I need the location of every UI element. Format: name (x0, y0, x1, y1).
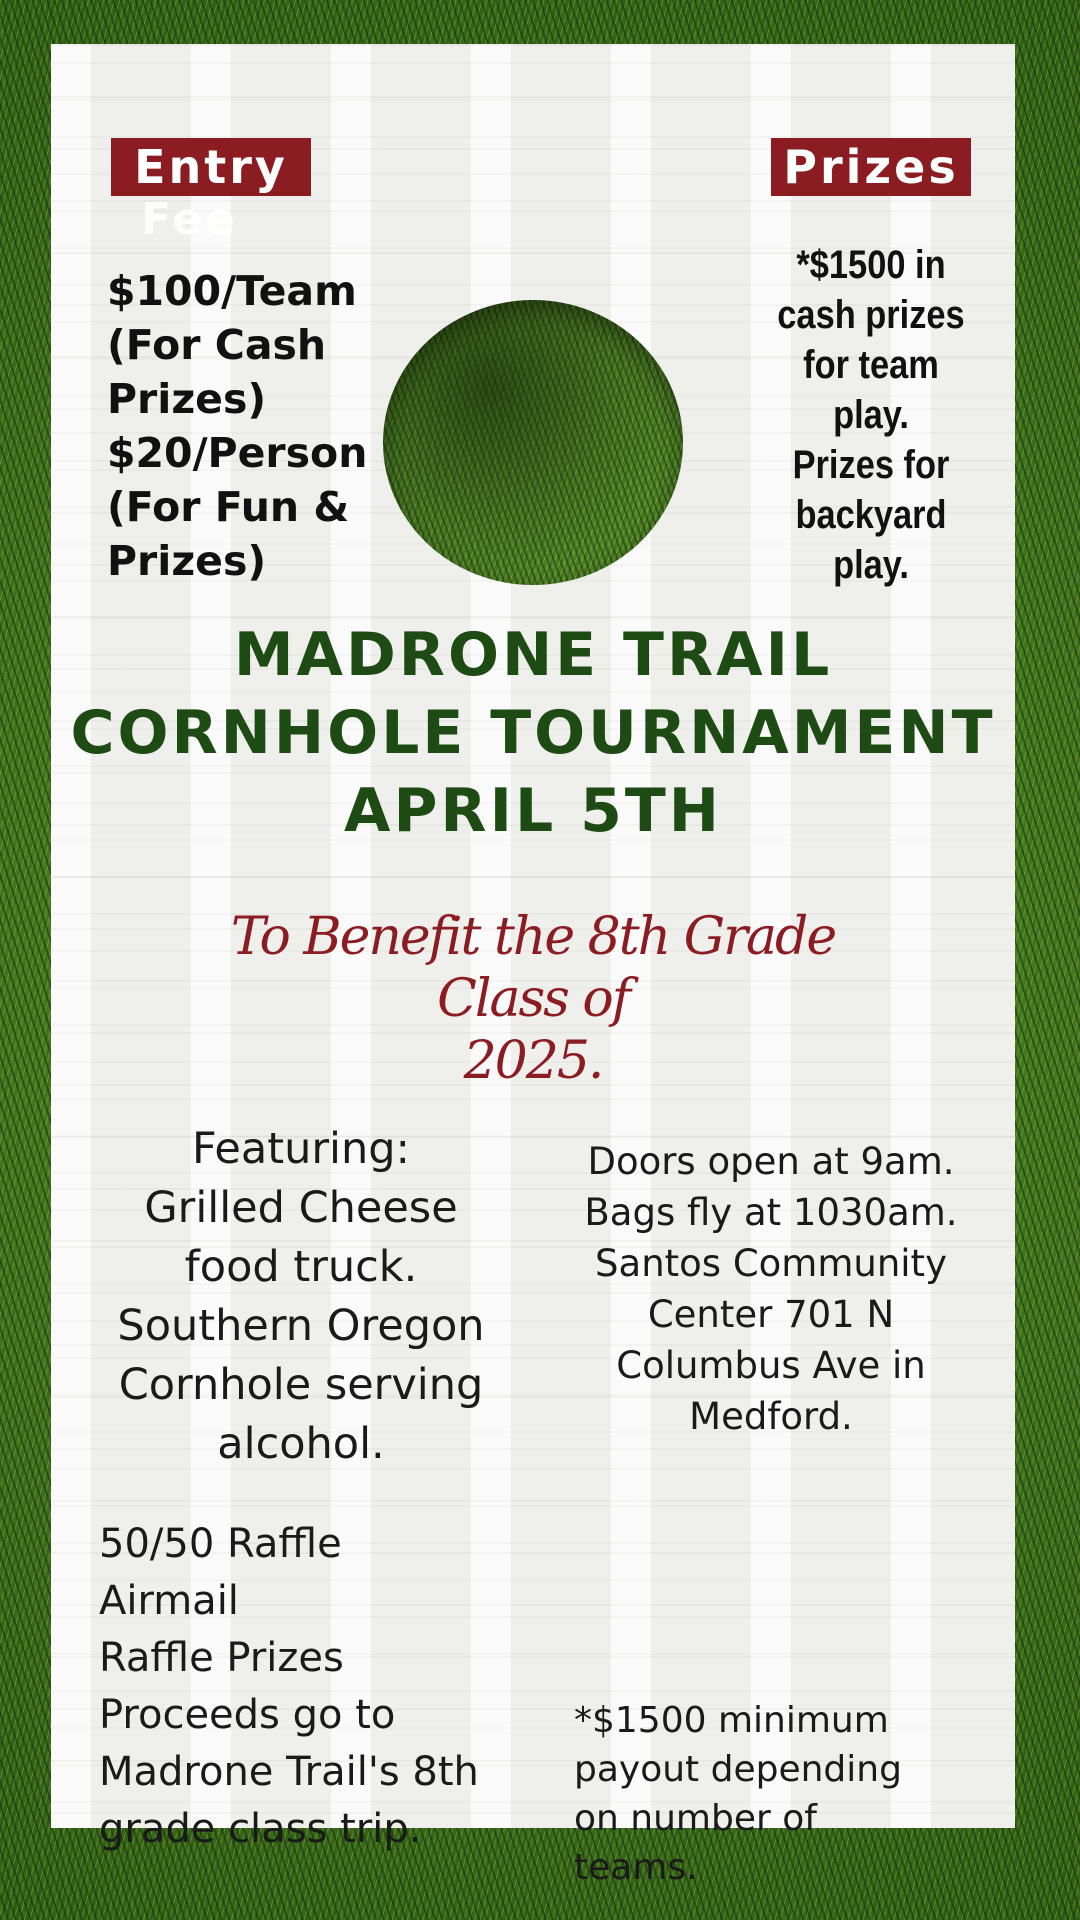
benefit-line: To Benefit the 8th Grade Class of (230, 907, 836, 1029)
raffle-block (99, 1516, 539, 1858)
featuring-line: Featuring: (192, 1124, 410, 1174)
prize-line: for team (803, 343, 939, 387)
benefit-tagline (161, 906, 905, 1092)
entry-line: Prizes) (107, 375, 267, 423)
prize-line: *$1500 in (796, 243, 946, 287)
entry-line: Prizes) (107, 537, 267, 585)
prizes-tag-label: Prizes (783, 140, 959, 194)
event-title (51, 616, 1015, 850)
entry-line: (For Cash (107, 321, 327, 369)
logistics-line: Doors open at 9am. (587, 1140, 955, 1183)
prize-details (768, 240, 974, 590)
logistics-line: Bags fly at 1030am. (584, 1191, 958, 1234)
raffle-line: 50/50 Raffle (99, 1521, 342, 1567)
featuring-line: Southern Oregon (117, 1301, 485, 1351)
cornhole-hole-image (383, 300, 683, 585)
raffle-line: Proceeds go to (99, 1692, 396, 1738)
event-date: APRIL 5TH (344, 776, 722, 846)
prize-line: backyard (795, 493, 947, 537)
featuring-block (91, 1120, 511, 1474)
footnote-line: payout depending (574, 1749, 902, 1790)
featuring-line: Cornhole serving (118, 1360, 484, 1410)
featuring-line: alcohol. (217, 1419, 385, 1469)
entry-tag-ghost-text: Fee (141, 194, 238, 245)
footnote-line: teams. (574, 1847, 698, 1888)
raffle-line: grade class trip. (99, 1806, 422, 1852)
logistics-line: Medford. (689, 1395, 853, 1438)
logistics-line: Columbus Ave in (616, 1344, 926, 1387)
raffle-line: Madrone Trail's 8th (99, 1749, 479, 1795)
footnote-line: on number of (574, 1798, 817, 1839)
footnote-line: *$1500 minimum (574, 1700, 889, 1741)
event-logistics-block (561, 1136, 981, 1442)
featuring-line: Grilled Cheese (144, 1183, 458, 1233)
featuring-line: food truck. (184, 1242, 418, 1292)
logistics-line: Center 701 N (647, 1293, 895, 1336)
entry-fee-tag (111, 138, 311, 196)
cornhole-board-flyer (51, 44, 1015, 1888)
entry-line: (For Fun & (107, 483, 350, 531)
benefit-line: 2025. (463, 1031, 603, 1091)
prize-line: cash prizes (777, 293, 965, 337)
prize-line: play. (833, 393, 909, 437)
entry-tag-label: Entry (134, 140, 288, 194)
prizes-tag (771, 138, 971, 196)
logistics-line: Santos Community (595, 1242, 947, 1285)
payout-footnote (574, 1696, 954, 1892)
title-line: MADRONE TRAIL (233, 620, 833, 690)
entry-line: $20/Person (107, 429, 368, 477)
prize-line: play. (833, 543, 909, 587)
entry-line: $100/Team (107, 267, 357, 315)
raffle-line: Airmail (99, 1578, 239, 1624)
prize-line: Prizes for (792, 443, 950, 487)
entry-fee-details (107, 264, 397, 588)
raffle-line: Raffle Prizes (99, 1635, 344, 1681)
title-line: CORNHOLE TOURNAMENT (70, 698, 996, 768)
